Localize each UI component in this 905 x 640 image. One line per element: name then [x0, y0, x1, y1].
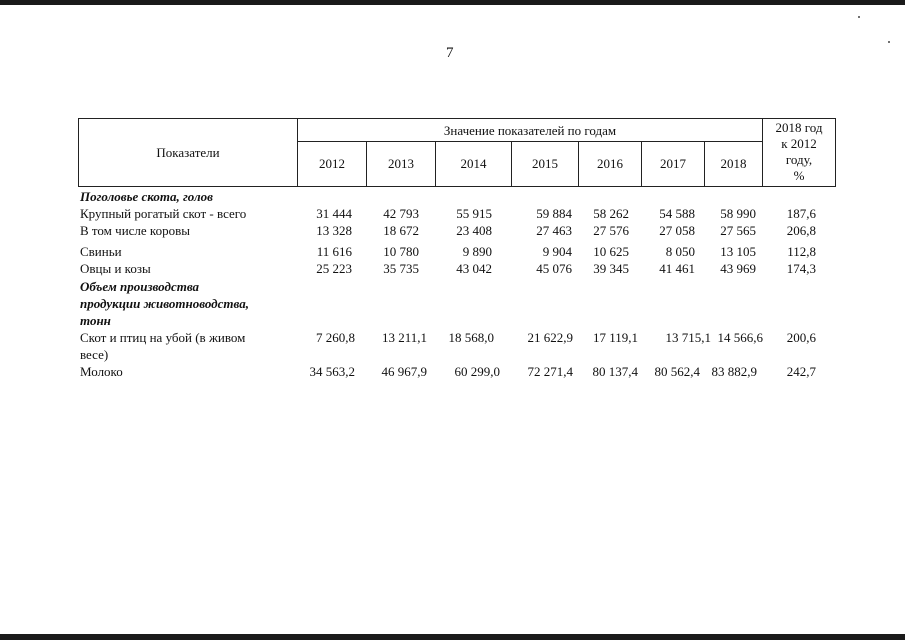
cell-value: 43 042	[456, 261, 492, 276]
cell-ratio: 200,6	[786, 330, 816, 345]
cell-ratio: 242,7	[786, 364, 816, 379]
section-title-livestock: Поголовье скота, голов	[80, 189, 213, 204]
cell-value: 8 050	[665, 244, 695, 259]
cell-value: 72 271,4	[527, 364, 573, 379]
cell-ratio: 187,6	[786, 206, 816, 221]
cell-value: 55 915	[456, 206, 492, 221]
cell-value: 80 562,4	[654, 364, 700, 379]
row-label: Скот и птиц на убой (в живом	[80, 330, 246, 345]
row-label: Молоко	[80, 364, 123, 379]
header-year-2017: 2017	[660, 156, 686, 171]
cell-value: 13 105	[720, 244, 756, 259]
header-year-2014: 2014	[460, 156, 487, 171]
scan-speck	[858, 16, 860, 18]
section-title-line: тонн	[80, 313, 111, 328]
cell-value: 13 328	[316, 223, 352, 238]
cell-value: 9 890	[462, 244, 492, 259]
top-scan-border	[0, 0, 905, 5]
header-ratio-line: %	[793, 168, 805, 183]
header-values-group-label: Значение показателей по годам	[443, 123, 617, 138]
cell-value: 41 461	[659, 261, 695, 276]
cell-value: 35 735	[383, 261, 419, 276]
cell-value: 14 566,6	[717, 330, 763, 345]
cell-value: 31 444	[316, 206, 352, 221]
cell-ratio: 112,8	[787, 244, 816, 259]
cell-value: 27 565	[720, 223, 756, 238]
cell-value: 13 211,1	[381, 330, 427, 345]
header-ratio-line: 2018 год	[775, 120, 823, 135]
cell-value: 46 967,9	[381, 364, 427, 379]
cell-value: 58 990	[720, 206, 756, 221]
cell-value: 39 345	[593, 261, 629, 276]
header-year-2013: 2013	[388, 156, 414, 171]
cell-ratio: 206,8	[786, 223, 816, 238]
cell-value: 9 904	[542, 244, 572, 259]
row-label: весе)	[80, 347, 109, 362]
header-indicators-label: Показатели	[156, 145, 220, 160]
cell-value: 27 058	[659, 223, 695, 238]
row-label: В том числе коровы	[80, 223, 190, 238]
cell-value: 23 408	[456, 223, 492, 238]
header-ratio-label	[762, 120, 836, 184]
row-label: Свиньи	[80, 244, 122, 259]
section-title-line: продукции животноводства,	[80, 296, 249, 311]
cell-value: 10 780	[383, 244, 419, 259]
header-year-2012: 2012	[319, 156, 345, 171]
page-number: 7	[446, 45, 454, 61]
cell-value: 45 076	[536, 261, 572, 276]
header-year-2018: 2018	[720, 156, 747, 171]
cell-value: 43 969	[720, 261, 756, 276]
row-label: Овцы и козы	[80, 261, 151, 276]
cell-value: 17 119,1	[592, 330, 638, 345]
cell-value: 27 463	[536, 223, 572, 238]
header-year-2016: 2016	[597, 156, 623, 171]
cell-value: 21 622,9	[527, 330, 573, 345]
cell-value: 11 616	[316, 244, 352, 259]
header-year-2015: 2015	[532, 156, 558, 171]
cell-value: 80 137,4	[592, 364, 638, 379]
cell-value: 59 884	[536, 206, 572, 221]
cell-value: 27 576	[593, 223, 629, 238]
cell-ratio: 174,3	[786, 261, 816, 276]
cell-value: 25 223	[316, 261, 352, 276]
cell-value: 13 715,1	[665, 330, 711, 345]
section-title-line: Объем производства	[80, 279, 200, 294]
header-ratio-line: к 2012	[781, 136, 817, 151]
cell-value: 7 260,8	[316, 330, 355, 345]
scan-speck	[888, 41, 890, 43]
cell-value: 58 262	[593, 206, 629, 221]
header-ratio-line: году,	[785, 152, 813, 167]
cell-value: 42 793	[383, 206, 419, 221]
cell-value: 60 299,0	[454, 364, 500, 379]
cell-value: 83 882,9	[711, 364, 757, 379]
cell-value: 34 563,2	[309, 364, 355, 379]
cell-value: 18 568,0	[448, 330, 494, 345]
cell-value: 54 588	[659, 206, 695, 221]
cell-value: 10 625	[593, 244, 629, 259]
row-label: Крупный рогатый скот - всего	[80, 206, 247, 221]
cell-value: 18 672	[383, 223, 419, 238]
bottom-scan-border	[0, 634, 905, 640]
